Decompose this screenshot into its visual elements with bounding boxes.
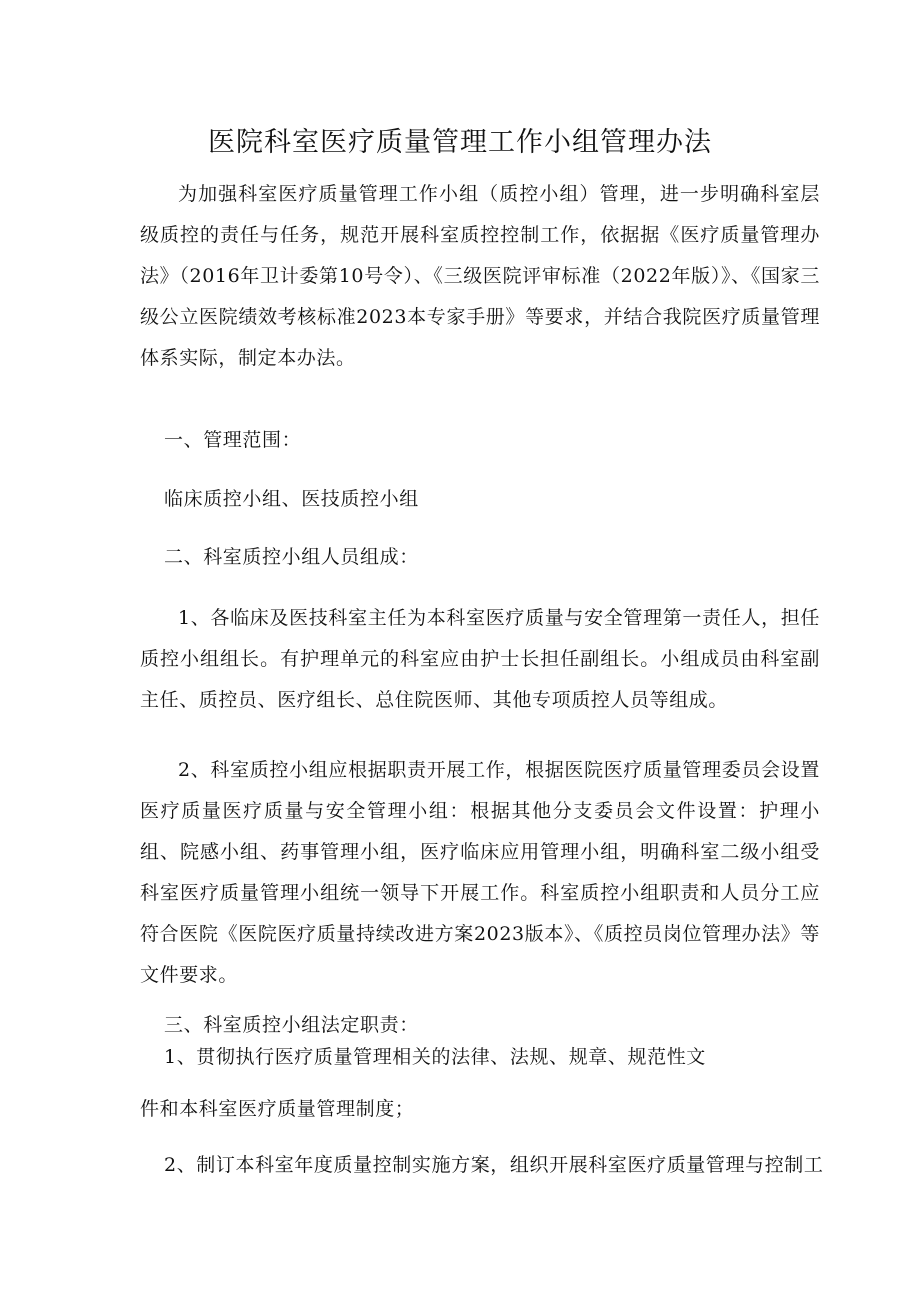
section2-item1: 1、各临床及医技科室主任为本科室医疗质量与安全管理第一责任人，担任质控小组组长。有护理单元的科室应由护士长担任副组长。小组成员由科室副主任、质控员、医疗组长、总住院医师、其他专项质控人员等组成。 xyxy=(140,607,820,711)
section3-item1-line1: 1、贯彻执行医疗质量管理相关的法律、法规、规章、规范性文 xyxy=(164,1046,706,1068)
section2-heading: 二、科室质控小组人员组成： xyxy=(164,546,419,568)
section1-body: 临床质控小组、医技质控小组 xyxy=(164,488,419,510)
intro-paragraph: 为加强科室医疗质量管理工作小组（质控小组）管理，进一步明确科室层级质控的责任与任务，规范开展科室质控控制工作，依据据《医疗质量管理办法》（2016年卫计委第10号令）、《三级医院评审标准（2022年版）》、《国家三级公立医院绩效考核标准2023本专家手册》等要求，并结合我院医疗质量管理体系实际，制定本办法。 xyxy=(140,183,820,369)
document-title: 医院科室医疗质量管理工作小组管理办法 xyxy=(208,127,712,158)
section3-heading: 三、科室质控小组法定职责： xyxy=(164,1014,419,1036)
section1-heading: 一、管理范围： xyxy=(164,429,302,451)
section2-item2: 2、科室质控小组应根据职责开展工作，根据医院医疗质量管理委员会设置医疗质量医疗质量与安全管理小组：根据其他分支委员会文件设置：护理小组、院感小组、药事管理小组，医疗临床应用管理小组，明确科室二级小组受科室医疗质量管理小组统一领导下开展工作。科室质控小组职责和人员分工应符合医院《医院医疗质量持续改进方案2023版本》、《质控员岗位管理办法》等文件要求。 xyxy=(140,759,820,986)
section3-item1-line2: 件和本科室医疗质量管理制度； xyxy=(140,1098,415,1120)
section3-item2: 2、制订本科室年度质量控制实施方案，组织开展科室医疗质量管理与控制工 xyxy=(164,1154,824,1176)
